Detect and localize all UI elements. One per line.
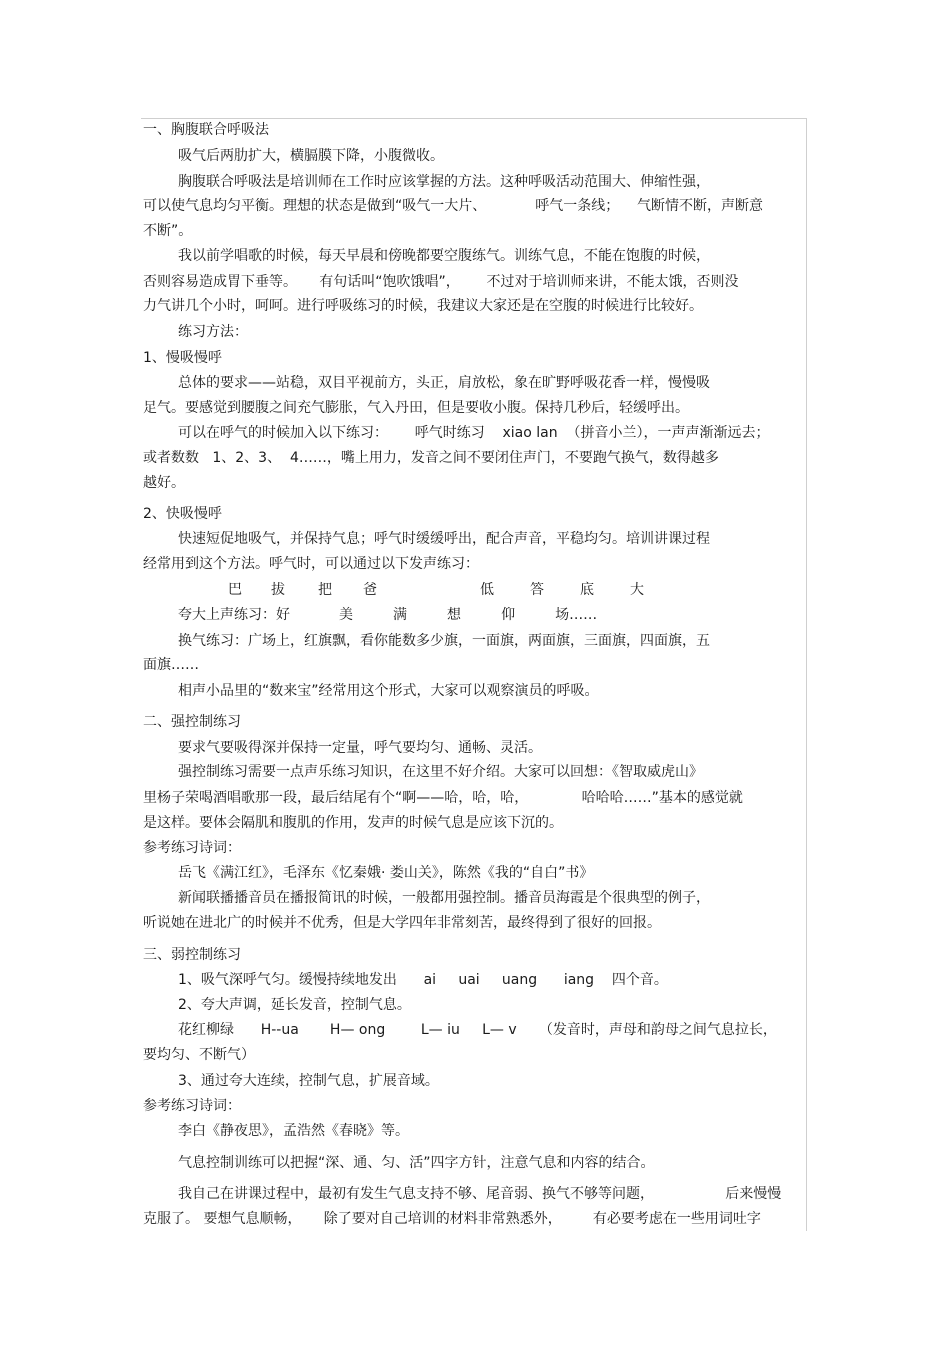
syllable: 低 (480, 582, 494, 598)
syllable: 答 (530, 582, 544, 598)
paragraph-line: 不断”。 (143, 223, 193, 239)
paragraph-line: 否则容易造成胃下垂等。 有句话叫“饱吹饿唱”， 不过对于培训师来讲，不能太饿，否则没 (143, 274, 739, 290)
paragraph-line: 总体的要求——站稳，双目平视前方，头正，肩放松，象在旷野呼吸花香一样，慢慢吸 (178, 375, 710, 391)
paragraph-line: 力气讲几个小时，呵呵。进行呼吸练习的时候，我建议大家还是在空腹的时候进行比较好。 (143, 298, 703, 314)
paragraph-line: 面旗…… (143, 657, 199, 673)
syllable: 把 (318, 582, 332, 598)
paragraph-line: 可以使气息均匀平衡。理想的状态是做到“吸气一大片、 呼气一条线； 气断情不断，声断意 (143, 198, 764, 214)
paragraph-line: 要求气要吸得深并保持一定量，呼气要均匀、通畅、灵活。 (178, 740, 542, 756)
syllable: 巴 (228, 582, 242, 598)
paragraph-line: 足气。要感觉到腰腹之间充气膨胀，气入丹田，但是要收小腹。保持几秒后，轻缓呼出。 (143, 400, 689, 416)
label-line: 参考练习诗词： (143, 1098, 241, 1114)
paragraph-line: 越好。 (143, 475, 185, 491)
syllable: 大 (630, 582, 644, 598)
paragraph-line: 新闻联播播音员在播报简讯的时候，一般都用强控制。播音员海霞是个很典型的例子， (178, 890, 710, 906)
syllable: 拔 (271, 582, 285, 598)
label-line: 参考练习诗词： (143, 840, 241, 856)
paragraph-line: 吸气后两肋扩大，横膈膜下降，小腹微收。 (178, 148, 444, 164)
paragraph-line: 我自己在讲课过程中，最初有发生气息支持不够、尾音弱、换气不够等问题， 后来慢慢 (178, 1186, 782, 1202)
paragraph-line: 相声小品里的“数来宝”经常用这个形式，大家可以观察演员的呼吸。 (178, 683, 599, 699)
paragraph-line: 听说她在进北广的时候并不优秀，但是大学四年非常刻苦，最终得到了很好的回报。 (143, 915, 661, 931)
paragraph-line: 要均匀、不断气） (143, 1047, 255, 1063)
paragraph-line: 我以前学唱歌的时候，每天早晨和傍晚都要空腹练气。训练气息，不能在饱腹的时候， (178, 248, 710, 264)
paragraph-line: 岳飞《满江红》，毛泽东《忆秦娥· 娄山关》，陈然《我的“自白”书》 (178, 865, 594, 881)
paragraph-line: 强控制练习需要一点声乐练习知识，在这里不好介绍。大家可以回想：《智取威虎山》 (178, 764, 703, 780)
subheading: 1、慢吸慢呼 (143, 350, 222, 366)
paragraph-line: 换气练习：广场上，红旗飘，看你能数多少旗，一面旗，两面旗，三面旗，四面旗，五 (178, 633, 710, 649)
subheading: 2、快吸慢呼 (143, 506, 222, 522)
heading-3: 三、弱控制练习 (143, 947, 241, 963)
paragraph-line: 是这样。要体会隔肌和腹肌的作用，发声的时候气息是应该下沉的。 (143, 815, 563, 831)
heading-1: 一、胸腹联合呼吸法 (143, 122, 269, 138)
paragraph-line: 里杨子荣喝酒唱歌那一段，最后结尾有个“啊——哈，哈，哈， 哈哈哈……”基本的感觉就 (143, 790, 743, 806)
paragraph-line: 快速短促地吸气，并保持气息；呼气时缓缓呼出，配合声音，平稳均匀。培训讲课过程 (178, 531, 710, 547)
syllable: 爸 (363, 582, 377, 598)
paragraph-line: 练习方法： (178, 324, 248, 340)
paragraph-line: 2、夸大声调，延长发音，控制气息。 (178, 997, 411, 1013)
paragraph-line: 胸腹联合呼吸法是培训师在工作时应该掌握的方法。这种呼吸活动范围大、伸缩性强， (178, 174, 710, 190)
paragraph-line: 李白《静夜思》，孟浩然《春晓》等。 (178, 1123, 409, 1139)
paragraph-line: 克服了。 要想气息顺畅， 除了要对自己培训的材料非常熟悉外， 有必要考虑在一些用词吐字 (143, 1211, 761, 1227)
paragraph-line: 3、通过夸大连续，控制气息，扩展音域。 (178, 1073, 439, 1089)
paragraph-line: 花红柳绿 H--ua H— ong L— iu L— v （发音时，声母和韵母之间气息拉长， (178, 1022, 777, 1038)
paragraph-line: 经常用到这个方法。呼气时，可以通过以下发声练习： (143, 556, 479, 572)
syllable: 底 (580, 582, 594, 598)
paragraph-line: 或者数数 1、2、3、 4……，嘴上用力，发音之间不要闭住声门，不要跑气换气，数得越多 (143, 450, 719, 466)
paragraph-line: 夸大上声练习：好 美 满 想 仰 场…… (178, 607, 598, 623)
paragraph-line: 气息控制训练可以把握“深、通、匀、活”四字方针，注意气息和内容的结合。 (178, 1155, 655, 1171)
paragraph-line: 可以在呼气的时候加入以下练习： 呼气时练习 xiao lan （拼音小兰），一声声渐渐远去； (178, 425, 770, 441)
paragraph-line: 1、吸气深呼气匀。缓慢持续地发出 ai uai uang iang 四个音。 (178, 972, 668, 988)
heading-2: 二、强控制练习 (143, 714, 241, 730)
